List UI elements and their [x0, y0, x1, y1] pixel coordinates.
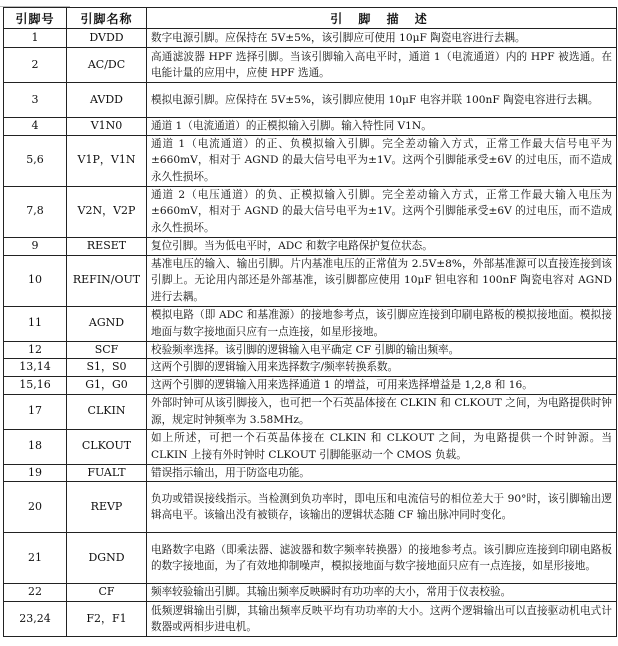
table-row [4, 186, 617, 237]
pin-number-cell: 4 [4, 118, 67, 136]
pin-description-cell: 这两个引脚的逻辑输入用来选择通道 1 的增益，可用来选择增益是 1,2,8 和 16。 [147, 376, 617, 394]
pin-description-cell: 数字电源引脚。应保持在 5V±5%，该引脚应可使用 10μF 陶瓷电容进行去耦。 [147, 29, 617, 48]
table-row [4, 29, 617, 48]
pin-description-cell: 校验频率选择。该引脚的逻辑输入电平确定 CF 引脚的输出频率。 [147, 341, 617, 359]
header-pin-description: 引 脚 描 述 [147, 8, 617, 29]
table-row [4, 135, 617, 186]
header-pin-name: 引脚名称 [67, 8, 147, 29]
pin-name-cell: AVDD [67, 83, 147, 118]
pin-description-cell: 低频逻辑输出引脚，其输出频率反映平均有功功率的大小。这两个逻辑输出可以直接驱动机电式计数器或两相步进电机。 [147, 602, 617, 637]
table-row [4, 255, 617, 306]
table-row [4, 237, 617, 255]
pin-description-cell: 外部时钟可从该引脚接入，也可把一个石英晶体接在 CLKIN 和 CLKOUT 之间，为电路提供时钟源，规定时钟频率为 3.58MHz。 [147, 394, 617, 429]
pin-name-cell: AGND [67, 306, 147, 341]
table-row [4, 48, 617, 83]
pin-name-cell: V1P，V1N [67, 135, 147, 186]
pin-number-cell: 7,8 [4, 186, 67, 237]
table-row [4, 306, 617, 341]
pin-name-cell: RESET [67, 237, 147, 255]
pin-name-cell: S1，S0 [67, 359, 147, 377]
pin-description-cell: 高通滤波器 HPF 选择引脚。当该引脚输入高电平时，通道 1（电流通道）内的 HPF 被选通。在电能计量的应用中，应使 HPF 选通。 [147, 48, 617, 83]
pin-description-cell: 这两个引脚的逻辑输入用来选择数字/频率转换系数。 [147, 359, 617, 377]
pin-number-cell: 3 [4, 83, 67, 118]
table-row [4, 482, 617, 533]
pin-description-cell: 负功或错误接线指示。当检测到负功率时，即电压和电流信号的相位差大于 90°时，该引脚输出逻辑高电平。该输出没有被锁存，该输出的逻辑状态随 CF 输出脉冲同时变化。 [147, 482, 617, 533]
top-border-fragment [0, 0, 70, 7]
pin-description-table [3, 7, 617, 637]
table-row [4, 359, 617, 377]
pin-name-cell: G1，G0 [67, 376, 147, 394]
pin-description-cell: 通道 1（电流通道）的正、负模拟输入引脚。完全差动输入方式，正常工作最大信号电平为±660mV，相对于 AGND 的最大信号电平为±1V。这两个引脚能承受±6V 的过电压，而不造成永久性损坏。 [147, 135, 617, 186]
pin-number-cell: 22 [4, 584, 67, 602]
pin-description-cell: 模拟电路（即 ADC 和基准源）的接地参考点，该引脚应连接到印刷电路板的模拟接地面。模拟接地面与数字接地面只应有一点连接，如星形接地。 [147, 306, 617, 341]
table-row [4, 341, 617, 359]
table-row [4, 429, 617, 464]
pin-name-cell: CLKOUT [67, 429, 147, 464]
pin-description-cell: 复位引脚。当为低电平时，ADC 和数字电路保护复位状态。 [147, 237, 617, 255]
pin-description-cell: 模拟电源引脚。应保持在 5V±5%，该引脚应使用 10μF 电容并联 100nF 陶瓷电容进行去耦。 [147, 83, 617, 118]
pin-description-cell: 错误指示输出，用于防盗电功能。 [147, 464, 617, 482]
pin-number-cell: 23,24 [4, 602, 67, 637]
pin-number-cell: 12 [4, 341, 67, 359]
pin-number-cell: 9 [4, 237, 67, 255]
table-row [4, 584, 617, 602]
pin-number-cell: 20 [4, 482, 67, 533]
pin-description-cell: 电路数字电路（即乘法器、滤波器和数字频率转换器）的接地参考点。该引脚应连接到印刷电路板的数字接地面，为了有效地抑制噪声，模拟接地面与数字接地面只应有一点连接，如星形接地。 [147, 533, 617, 584]
pin-name-cell: FUALT [67, 464, 147, 482]
pin-name-cell: CF [67, 584, 147, 602]
pin-name-cell: AC/DC [67, 48, 147, 83]
pin-name-cell: REVP [67, 482, 147, 533]
table-header-row [4, 8, 617, 29]
pin-description-cell: 频率较验输出引脚。其输出频率反映瞬时有功功率的大小，常用于仪表校验。 [147, 584, 617, 602]
pin-number-cell: 5,6 [4, 135, 67, 186]
pin-name-cell: F2，F1 [67, 602, 147, 637]
pin-name-cell: CLKIN [67, 394, 147, 429]
pin-description-cell: 如上所述，可把一个石英晶体接在 CLKIN 和 CLKOUT 之间，为电路提供一个时钟源。当 CLKIN 上接有外时钟时 CLKOUT 引脚能驱动一个 CMOS 负载。 [147, 429, 617, 464]
pin-number-cell: 10 [4, 255, 67, 306]
pin-number-cell: 1 [4, 29, 67, 48]
pin-number-cell: 18 [4, 429, 67, 464]
table-row [4, 376, 617, 394]
pin-number-cell: 19 [4, 464, 67, 482]
table-row [4, 464, 617, 482]
table-row [4, 533, 617, 584]
table-row [4, 394, 617, 429]
pin-name-cell: DVDD [67, 29, 147, 48]
pin-number-cell: 17 [4, 394, 67, 429]
pin-name-cell: SCF [67, 341, 147, 359]
pin-name-cell: DGND [67, 533, 147, 584]
pin-name-cell: V1N0 [67, 118, 147, 136]
pin-description-cell: 基准电压的输入、输出引脚。片内基准电压的正常值为 2.5V±8%，外部基准源可以直接连接到该引脚上。无论用内部还是外部基准，该引脚都应使用 10μF 钽电容和 100nF 陶瓷电容对 AGND 进行去耦。 [147, 255, 617, 306]
pin-number-cell: 11 [4, 306, 67, 341]
table-body [4, 29, 617, 637]
header-pin-number: 引脚号 [4, 8, 67, 29]
pin-number-cell: 21 [4, 533, 67, 584]
pin-number-cell: 13,14 [4, 359, 67, 377]
table-row [4, 118, 617, 136]
pin-description-cell: 通道 1（电流通道）的正模拟输入引脚。输入特性同 V1N。 [147, 118, 617, 136]
pin-description-cell: 通道 2（电压通道）的负、正模拟输入引脚。完全差动输入方式，正常工作最大输入电压为±660mV，相对于 AGND 的最大信号电平为±1V。这两个引脚能承受±6V 的过电压，而不造成永久性损坏。 [147, 186, 617, 237]
pin-number-cell: 2 [4, 48, 67, 83]
pin-number-cell: 15,16 [4, 376, 67, 394]
table-row [4, 83, 617, 118]
pin-name-cell: V2N，V2P [67, 186, 147, 237]
table-row [4, 602, 617, 637]
pin-name-cell: REFIN/OUT [67, 255, 147, 306]
